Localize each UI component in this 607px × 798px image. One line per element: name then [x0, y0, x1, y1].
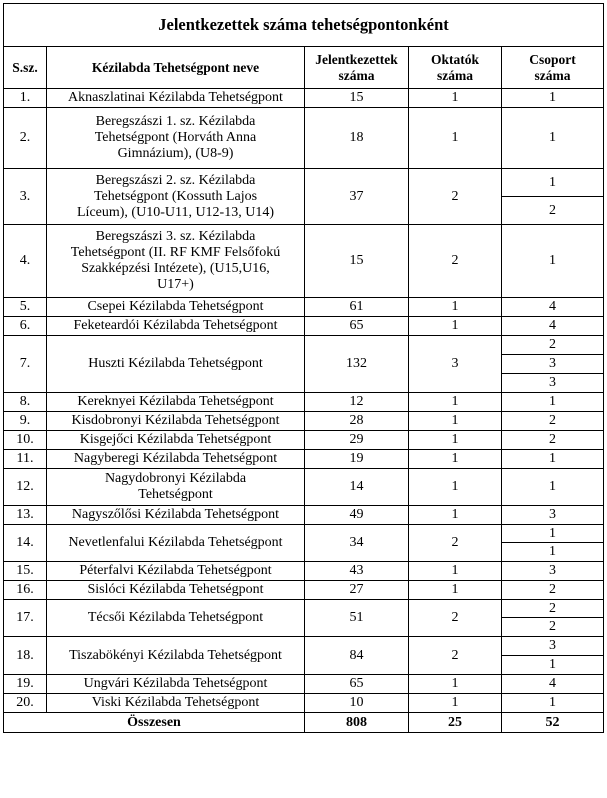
row-number: 1. [4, 89, 47, 108]
applicants-count: 37 [305, 169, 409, 225]
row-number: 19. [4, 675, 47, 694]
talent-point-name [47, 317, 305, 336]
table-row [4, 298, 604, 317]
talent-point-name [47, 89, 305, 108]
talent-point-name-line: Beregszászi 3. sz. Kézilabda [95, 229, 256, 244]
table-row [4, 393, 604, 412]
talent-point-name-line: Huszti Kézilabda Tehetségpont [88, 356, 263, 371]
group-count: 2 [502, 431, 604, 450]
row-number: 13. [4, 506, 47, 525]
talent-point-name-line: Tehetségpont [138, 487, 213, 502]
group-count: 1 [502, 108, 604, 169]
table-row [4, 169, 604, 197]
group-count: 4 [502, 298, 604, 317]
talent-point-name [47, 108, 305, 169]
talent-point-name [47, 469, 305, 506]
applicants-count: 15 [305, 89, 409, 108]
teachers-count: 2 [409, 525, 502, 562]
group-count: 1 [502, 694, 604, 713]
talent-point-name-line: Nagyszőlősi Kézilabda Tehetségpont [71, 507, 280, 522]
teachers-count: 1 [409, 317, 502, 336]
teachers-count: 1 [409, 562, 502, 581]
teachers-count: 1 [409, 694, 502, 713]
header-applicants [305, 47, 409, 89]
talent-point-name-line: Kisgejőci Kézilabda Tehetségpont [79, 432, 272, 447]
applicants-count: 43 [305, 562, 409, 581]
group-count: 1 [502, 225, 604, 298]
talent-point-name [47, 525, 305, 562]
table-row [4, 225, 604, 298]
table-row [4, 108, 604, 169]
group-count: 2 [502, 581, 604, 600]
applicants-count: 65 [305, 317, 409, 336]
header-teachers-line2: száma [437, 67, 473, 83]
talent-point-name-line: Nagyberegi Kézilabda Tehetségpont [73, 451, 278, 466]
row-number: 10. [4, 431, 47, 450]
group-count: 2 [502, 197, 604, 225]
row-number: 11. [4, 450, 47, 469]
total-row [4, 713, 604, 733]
table-row [4, 581, 604, 600]
group-count: 1 [502, 450, 604, 469]
talent-point-name [47, 450, 305, 469]
table-row [4, 412, 604, 431]
talent-point-name-line: Tiszabökényi Kézilabda Tehetségpont [69, 647, 282, 663]
applicants-count: 28 [305, 412, 409, 431]
applicants-count: 18 [305, 108, 409, 169]
talent-point-name [47, 562, 305, 581]
row-number: 6. [4, 317, 47, 336]
teachers-count: 1 [409, 108, 502, 169]
total-teachers: 25 [409, 713, 502, 733]
table-row [4, 600, 604, 618]
header-applicants-line1: Jelentkezettek [315, 51, 398, 67]
talent-point-name-line: Aknaszlatinai Kézilabda Tehetségpont [68, 90, 283, 105]
talent-point-name-line: Kisdobronyi Kézilabda Tehetségpont [71, 413, 280, 428]
talent-point-name [47, 225, 305, 298]
teachers-count: 1 [409, 506, 502, 525]
talent-point-name-line: Ungvári Kézilabda Tehetségpont [83, 676, 268, 691]
teachers-count: 1 [409, 581, 502, 600]
group-count: 3 [502, 637, 604, 656]
group-count: 2 [502, 618, 604, 637]
teachers-count: 1 [409, 431, 502, 450]
row-number: 3. [4, 169, 47, 225]
talent-point-name-line: Tehetségpont (II. RF KMF Felsőfokú [70, 245, 281, 260]
header-teachers [409, 47, 502, 89]
row-number: 8. [4, 393, 47, 412]
header-applicants-line2: száma [338, 67, 375, 83]
table-title: Jelentkezettek száma tehetségpontonként [4, 4, 604, 47]
teachers-count: 1 [409, 675, 502, 694]
group-count: 2 [502, 600, 604, 618]
applicants-count: 49 [305, 506, 409, 525]
group-count: 1 [502, 543, 604, 562]
teachers-count: 2 [409, 225, 502, 298]
group-count: 4 [502, 675, 604, 694]
table-row [4, 450, 604, 469]
header-groups [502, 47, 604, 89]
group-count: 3 [502, 562, 604, 581]
total-groups: 52 [502, 713, 604, 733]
teachers-count: 1 [409, 450, 502, 469]
table-row [4, 506, 604, 525]
talent-point-name-line: Gimnázium), (U8-9) [117, 146, 234, 161]
group-count: 4 [502, 317, 604, 336]
talent-point-name-line: Líceum), (U10-U11, U12-13, U14) [77, 204, 274, 220]
applicants-count: 14 [305, 469, 409, 506]
talent-point-name-line: Sislóci Kézilabda Tehetségpont [87, 582, 264, 597]
group-count: 3 [502, 506, 604, 525]
row-number: 17. [4, 600, 47, 637]
table-row [4, 469, 604, 506]
applicants-count: 29 [305, 431, 409, 450]
talent-point-name [47, 412, 305, 431]
table-row [4, 694, 604, 713]
applicants-count: 51 [305, 600, 409, 637]
total-applicants: 808 [305, 713, 409, 733]
teachers-count: 1 [409, 412, 502, 431]
teachers-count: 1 [409, 393, 502, 412]
talent-point-name-line: Tehetségpont (Kossuth Lajos [93, 188, 258, 204]
talent-point-name [47, 431, 305, 450]
talent-point-name-line: Viski Kézilabda Tehetségpont [91, 695, 260, 710]
table-row [4, 562, 604, 581]
header-groups-line2: száma [534, 67, 571, 83]
applicants-count: 65 [305, 675, 409, 694]
applicants-count: 34 [305, 525, 409, 562]
talent-points-table [3, 3, 604, 733]
row-number: 7. [4, 336, 47, 393]
group-count: 2 [502, 336, 604, 355]
table-row [4, 431, 604, 450]
talent-point-name-line: Szakképzési Intézete), (U15,U16, [81, 261, 270, 276]
table-row [4, 637, 604, 656]
row-number: 16. [4, 581, 47, 600]
talent-point-name-line: Péterfalvi Kézilabda Tehetségpont [79, 563, 272, 578]
talent-point-name [47, 675, 305, 694]
applicants-count: 15 [305, 225, 409, 298]
table-row [4, 675, 604, 694]
talent-point-name-line: Técsői Kézilabda Tehetségpont [87, 610, 264, 625]
table-wrapper [3, 3, 604, 733]
talent-point-name-line: Tehetségpont (Horváth Anna [94, 130, 257, 145]
applicants-count: 19 [305, 450, 409, 469]
applicants-count: 27 [305, 581, 409, 600]
applicants-count: 61 [305, 298, 409, 317]
table-body [4, 89, 604, 713]
applicants-count: 10 [305, 694, 409, 713]
talent-point-name [47, 169, 305, 225]
row-number: 12. [4, 469, 47, 506]
group-count: 1 [502, 469, 604, 506]
teachers-count: 2 [409, 637, 502, 675]
group-count: 1 [502, 656, 604, 675]
talent-point-name [47, 506, 305, 525]
teachers-count: 2 [409, 169, 502, 225]
talent-point-name [47, 694, 305, 713]
group-count: 2 [502, 412, 604, 431]
header-groups-line1: Csoport [529, 51, 576, 67]
talent-point-name-line: Feketeardói Kézilabda Tehetségpont [73, 318, 278, 333]
group-count: 1 [502, 89, 604, 108]
group-count: 1 [502, 525, 604, 543]
header-teachers-line1: Oktatók [430, 51, 479, 67]
table-row [4, 525, 604, 543]
row-number: 18. [4, 637, 47, 675]
table-row [4, 317, 604, 336]
group-count: 3 [502, 374, 604, 393]
row-number: 9. [4, 412, 47, 431]
table-row [4, 336, 604, 355]
row-number: 14. [4, 525, 47, 562]
row-number: 4. [4, 225, 47, 298]
teachers-count: 1 [409, 89, 502, 108]
talent-point-name [47, 336, 305, 393]
row-number: 15. [4, 562, 47, 581]
group-count: 1 [502, 393, 604, 412]
teachers-count: 1 [409, 298, 502, 317]
applicants-count: 12 [305, 393, 409, 412]
total-label: Összesen [4, 713, 305, 733]
talent-point-name [47, 637, 305, 675]
group-count: 1 [502, 169, 604, 197]
teachers-count: 3 [409, 336, 502, 393]
row-number: 5. [4, 298, 47, 317]
talent-point-name-line: Beregszászi 1. sz. Kézilabda [95, 114, 256, 129]
table-row [4, 89, 604, 108]
row-number: 2. [4, 108, 47, 169]
talent-point-name-line: Nevetlenfalui Kézilabda Tehetségpont [68, 535, 283, 550]
applicants-count: 84 [305, 637, 409, 675]
talent-point-name-line: Kereknyei Kézilabda Tehetségpont [77, 394, 274, 409]
header-name: Kézilabda Tehetségpont neve [47, 47, 305, 89]
talent-point-name [47, 393, 305, 412]
talent-point-name-line: Beregszászi 2. sz. Kézilabda [95, 172, 256, 188]
teachers-count: 2 [409, 600, 502, 637]
talent-point-name [47, 600, 305, 637]
group-count: 3 [502, 355, 604, 374]
header-num: S.sz. [4, 47, 47, 89]
talent-point-name-line: Nagydobronyi Kézilabda [104, 471, 247, 486]
talent-point-name-line: Csepei Kézilabda Tehetségpont [87, 299, 264, 314]
talent-point-name-line: U17+) [157, 277, 194, 292]
talent-point-name [47, 298, 305, 317]
applicants-count: 132 [305, 336, 409, 393]
teachers-count: 1 [409, 469, 502, 506]
row-number: 20. [4, 694, 47, 713]
talent-point-name [47, 581, 305, 600]
